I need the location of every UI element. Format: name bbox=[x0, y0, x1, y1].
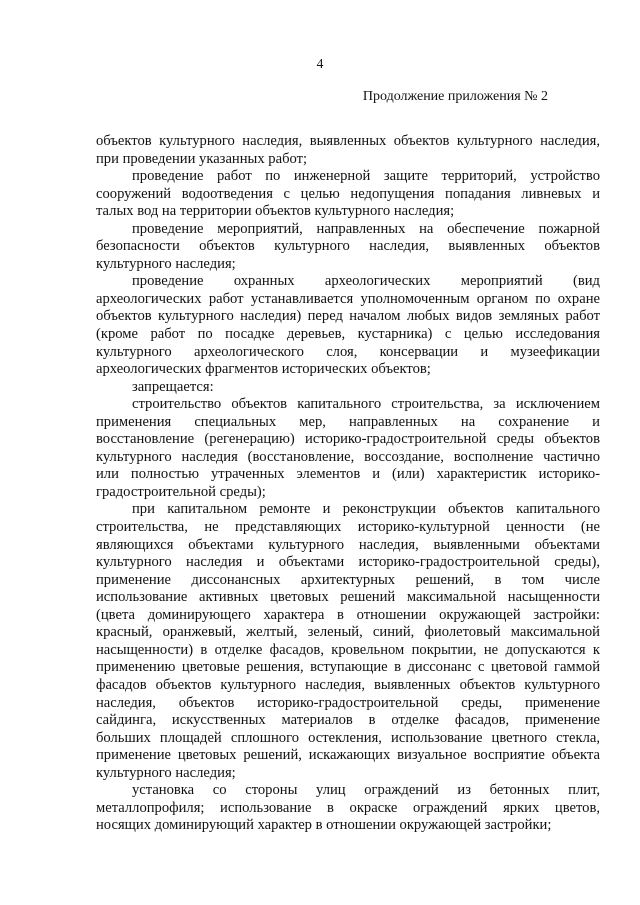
text-line: (цвета доминирующего характера в отношении окружающей застройки: bbox=[96, 606, 600, 623]
text-line: археологических фрагментов исторических объектов; bbox=[96, 361, 431, 378]
text-line: археологических работ устанавливается уполномоченным органом по охране bbox=[96, 290, 600, 307]
text-line: или полностью утраченных элементов и (или) характеристик историко- bbox=[96, 466, 600, 483]
text-line: металлопрофиля; использование в окраске ограждений ярких цветов, bbox=[96, 799, 600, 816]
text-line: градостроительной среды); bbox=[96, 483, 266, 500]
text-line: культурного наследия; bbox=[96, 764, 236, 781]
text-line: наследия, объектов историко-градостроительной среды, применение bbox=[96, 694, 600, 711]
text-line: являющихся объектами культурного наследия, выявленными объектами bbox=[96, 536, 600, 553]
text-line: использование активных цветовых решений максимальной насыщенности bbox=[96, 589, 600, 606]
text-line: больших площадей сплошного остекления, использование цветного стекла, bbox=[96, 729, 600, 746]
text-line: безопасности объектов культурного наследия, выявленных объектов bbox=[96, 238, 600, 255]
text-line: носящих доминирующий характер в отношении окружающей застройки; bbox=[96, 817, 552, 834]
text-line: строительство объектов капитального строительства, за исключением bbox=[132, 396, 600, 413]
text-line: проведение работ по инженерной защите территорий, устройство bbox=[132, 168, 600, 185]
text-line: культурного наследия; bbox=[96, 255, 236, 272]
text-line: применение диссонансных архитектурных решений, в том числе bbox=[96, 571, 600, 588]
text-line: сооружений водоотведения с целью недопущения попадания ливневых и bbox=[96, 185, 600, 202]
text-line: при капитальном ремонте и реконструкции объектов капитального bbox=[132, 501, 600, 518]
text-line: установка со стороны улиц ограждений из бетонных плит, bbox=[132, 782, 600, 799]
text-line: сайдинга, искусственных материалов в отделке фасадов, применение bbox=[96, 712, 600, 729]
text-line: (кроме работ по посадке деревьев, кустарника) с целью исследования bbox=[96, 326, 600, 343]
appendix-continuation-note: Продолжение приложения № 2 bbox=[362, 89, 548, 104]
text-line: культурного наследия и объектами историко-градостроительной среды), bbox=[96, 554, 600, 571]
text-line: культурного археологического слоя, консервации и музеефикации bbox=[96, 343, 600, 360]
text-line: проведение охранных археологических мероприятий (вид bbox=[132, 273, 600, 290]
text-line: культурного наследия (восстановление, воссоздание, восполнение частично bbox=[96, 448, 600, 465]
text-line: применению цветовые решения, вступающие в диссонанс с цветовой гаммой bbox=[96, 659, 600, 676]
text-line: объектов культурного наследия, выявленных объектов культурного наследия, bbox=[96, 133, 600, 149]
document-body bbox=[96, 133, 600, 835]
text-line: строительства, не представляющих историко-культурной ценности (не bbox=[96, 519, 600, 536]
text-line: применение цветовых решений, искажающих визуальное восприятие объекта bbox=[96, 747, 600, 764]
text-line: объектов культурного наследия) перед началом любых видов земляных работ bbox=[96, 308, 600, 325]
text-line: при проведении указанных работ; bbox=[96, 150, 308, 167]
text-line: применения специальных мер, направленных на сохранение и bbox=[96, 413, 600, 430]
text-line: проведение мероприятий, направленных на обеспечение пожарной bbox=[132, 220, 600, 237]
page-number: 4 bbox=[316, 56, 324, 71]
text-line: восстановление (регенерацию) историко-градостроительной среды объектов bbox=[96, 431, 600, 448]
text-line: фасадов объектов культурного наследия, выявленных объектов культурного bbox=[96, 676, 600, 693]
text-line: красный, оранжевый, желтый, зеленый, синий, фиолетовый максимальной bbox=[96, 624, 600, 641]
text-line: талых вод на территории объектов культурного наследия; bbox=[96, 203, 455, 220]
text-line: насыщенности) в отделке фасадов, кровельном покрытии, не допускаются к bbox=[96, 641, 600, 658]
text-line: запрещается: bbox=[132, 378, 214, 395]
